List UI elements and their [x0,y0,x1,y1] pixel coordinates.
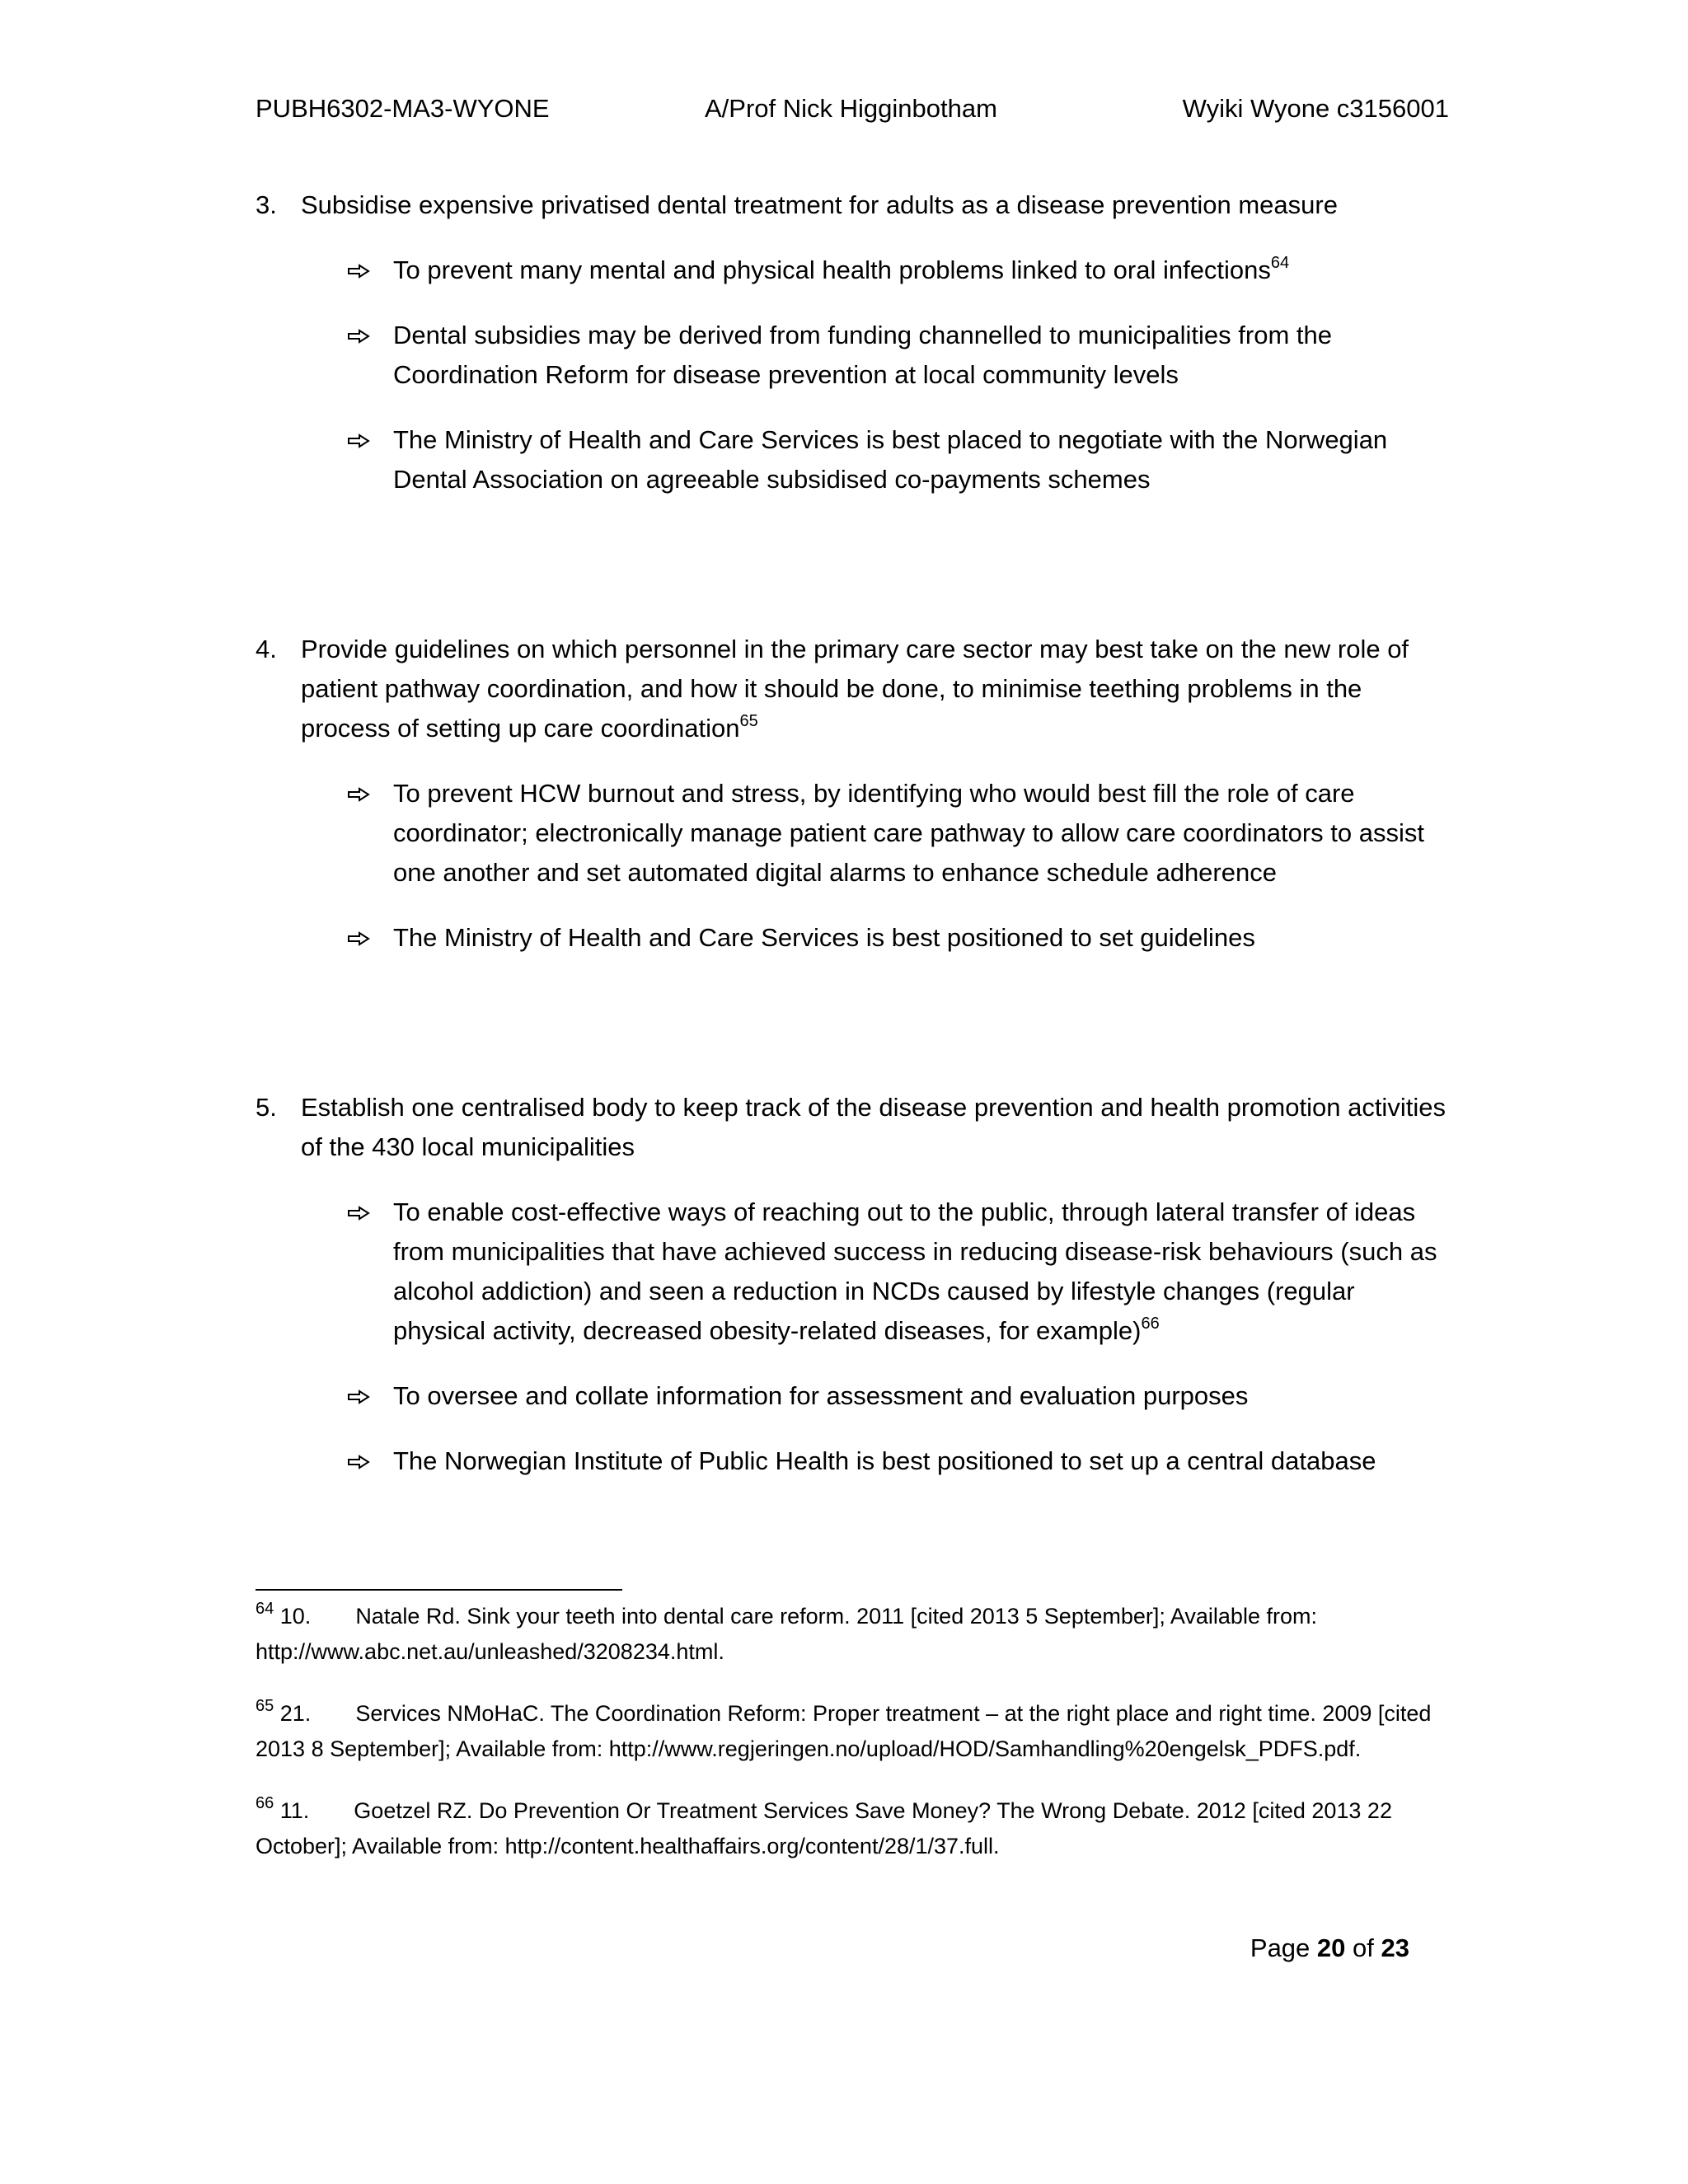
bullet-text: Dental subsidies may be derived from funding channelled to municipalities from the Coordination Reform for disease prevention at local community levels [393,321,1332,389]
footnote-mark: 66 [256,1794,274,1812]
recommendation-item [256,185,1451,499]
footnote [256,1793,1451,1864]
footnote-number: 21. [279,1701,312,1726]
item-number: 3. [256,190,277,219]
recommendations-list [256,185,1451,1507]
recommendation-item [256,630,1451,958]
bullet-text: To prevent many mental and physical health problems linked to oral infections$^{64}$ [393,253,1290,284]
item-text: Subsidise expensive privatised dental treatment for adults as a disease prevention measure [301,190,1338,219]
footnote-ref[interactable]: 64 [1270,253,1290,272]
bullet-item [393,1376,1451,1416]
bullet-list [301,774,1451,958]
footnote-ref[interactable]: 65 [739,711,758,730]
footnote-number: 10. [279,1604,312,1629]
bullet-text: To oversee and collate information for assessment and evaluation purposes [393,1381,1249,1410]
bullet-text: The Ministry of Health and Care Services is best positioned to set guidelines [393,923,1255,952]
arrow-bullet-icon [347,420,372,460]
page-total: 23 [1381,1933,1409,1962]
footnote-text[interactable]: Services NMoHaC. The Coordination Reform: Proper treatment – at the right place and right time. 2009 [cited 2013 8 September]; Available from: http://www.regjeringen.no/upload/HOD/Samhandling%20engelsk_PDFS.pdf. [256,1701,1432,1761]
page-current: 20 [1316,1933,1346,1962]
header-student: Wyiki Wyone c3156001 [1182,94,1449,123]
bullet-item [393,316,1451,395]
of-label: of [1353,1933,1374,1962]
footnote-mark: 64 [256,1600,274,1618]
bullet-text: To prevent HCW burnout and stress, by identifying who would best fill the role of care coordinator; electronically manage patient care pathway to allow care coordinators to assist one another and set automated digital alarms to enhance schedule adherence [393,779,1424,887]
page-label: Page [1250,1933,1311,1962]
footnote-text[interactable]: Goetzel RZ. Do Prevention Or Treatment Services Save Money? The Wrong Debate. 2012 [cited 2013 22 October]; Available from: http://content.healthaffairs.org/content/28/1/37.full. [256,1798,1392,1858]
item-text: Establish one centralised body to keep track of the disease prevention and health promotion activities of the 430 local municipalities [301,1093,1446,1161]
recommendation-item [256,1088,1451,1481]
bullet-text: The Norwegian Institute of Public Health is best positioned to set up a central database [393,1446,1376,1475]
item-number: 4. [256,635,277,663]
bullet-text: The Ministry of Health and Care Services is best placed to negotiate with the Norwegian Dental Association on agreeable subsidised co-payments schemes [393,425,1388,494]
bullet-item [393,918,1451,958]
bullet-item [393,1441,1451,1481]
footnote-number: 11. [279,1798,310,1823]
footnotes [256,1599,1451,1891]
bullet-text: To enable cost-effective ways of reaching out to the public, through lateral transfer of ideas from municipalities that have achieved success in reducing disease-risk behaviours (such as alcohol addiction) and seen a reduction in NCDs caused by lifestyle changes (regular physical activity, decreased obesity-related diseases, for example)$^{66}$ [393,1197,1437,1345]
footnote-mark: 65 [256,1697,274,1715]
bullet-item [393,774,1451,893]
arrow-bullet-icon [347,1441,372,1481]
arrow-bullet-icon [347,918,372,958]
item-number: 5. [256,1093,277,1122]
footnote-text[interactable]: Natale Rd. Sink your teeth into dental care reform. 2011 [cited 2013 5 September]; Available from: http://www.abc.net.au/unleashed/3208234.html. [256,1604,1317,1664]
arrow-bullet-icon [347,774,372,813]
header-lecturer: A/Prof Nick Higginbotham [705,94,997,123]
bullet-list [301,251,1451,499]
footnote [256,1599,1451,1670]
bullet-list [301,1193,1451,1481]
item-text: Provide guidelines on which personnel in the primary care sector may best take on the new role of patient pathway coordination, and how it should be done, to minimise teething problems in the process of setting up care coordination$^{65}$ [301,635,1409,743]
footnote-ref[interactable]: 66 [1141,1314,1160,1333]
page-header [256,92,1449,125]
arrow-bullet-icon [347,1193,372,1232]
header-course-code: PUBH6302-MA3-WYONE [256,94,550,123]
bullet-item [393,251,1451,290]
footnote-separator [256,1589,622,1591]
arrow-bullet-icon [347,251,372,290]
arrow-bullet-icon [347,316,372,355]
arrow-bullet-icon [347,1376,372,1416]
page-number [1071,1929,1409,1968]
bullet-item [393,1193,1451,1351]
bullet-item [393,420,1451,499]
footnote [256,1696,1451,1767]
